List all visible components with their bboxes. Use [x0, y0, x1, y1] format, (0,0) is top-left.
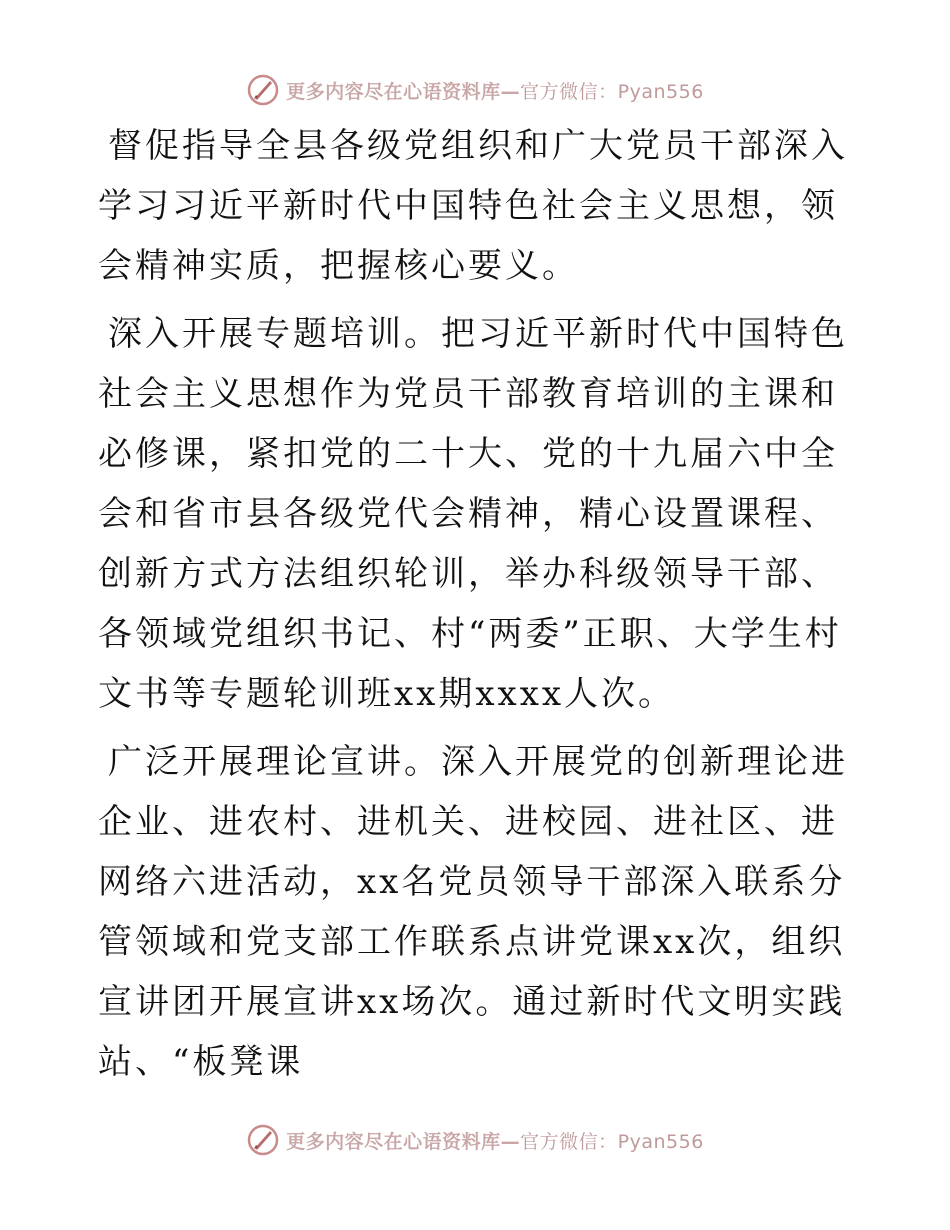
watermark-text: [286, 77, 704, 104]
header-watermark: [0, 70, 950, 110]
quill-pen-logo-icon: [246, 1123, 280, 1157]
paragraph-1: 督促指导全县各级党组织和广大党员干部深入学习习近平新时代中国特色社会主义思想，领会精神实质，把握核心要义。: [98, 126, 848, 286]
document-body: [98, 116, 858, 1100]
paragraph-3: 广泛开展理论宣讲。深入开展党的创新理论进企业、进农村、进机关、进校园、进社区、进网络六进活动，xx名党员领导干部深入联系分管领域和党支部工作联系点讲党课xx次，组织宣讲团开展宣讲xx场次。通过新时代文明实践站、“板凳课: [98, 742, 848, 1082]
watermark-separator: —: [500, 80, 521, 103]
watermark-site-text: 更多内容尽在心语资料库: [286, 80, 501, 103]
watermark-text: [286, 1127, 704, 1154]
paragraph-2: 深入开展专题培训。把习近平新时代中国特色社会主义思想作为党员干部教育培训的主课和必修课，紧扣党的二十大、党的十九届六中全会和省市县各级党代会精神，精心设置课程、创新方式方法组织轮训，举办科级领导干部、各领域党组织书记、村“两委”正职、大学生村文书等专题轮训班xx期xxxx人次。: [98, 314, 848, 714]
watermark-site-text: 更多内容尽在心语资料库: [286, 1130, 501, 1153]
watermark-separator: —: [500, 1130, 521, 1153]
watermark-contact-text: 官方微信：Pyan556: [520, 80, 704, 103]
watermark-contact-text: 官方微信：Pyan556: [520, 1130, 704, 1153]
footer-watermark: [0, 1120, 950, 1160]
quill-pen-logo-icon: [246, 73, 280, 107]
